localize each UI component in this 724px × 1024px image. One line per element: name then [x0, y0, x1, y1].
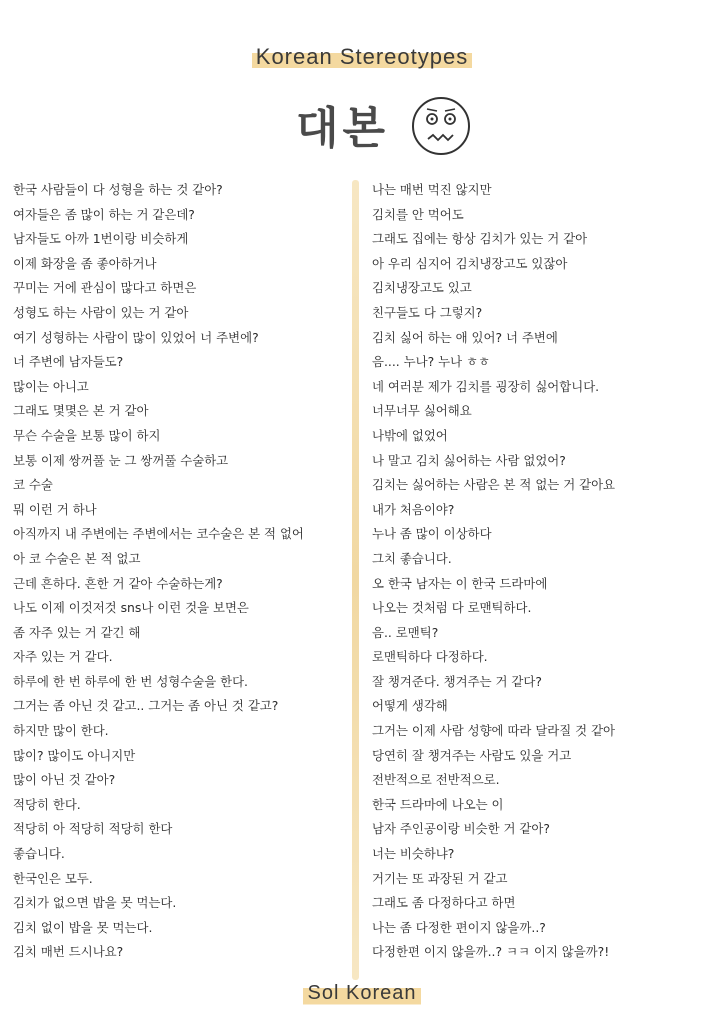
script-line: 한국인은 모두. — [13, 870, 93, 886]
script-line: 어떻게 생각해 — [372, 698, 448, 714]
script-line: 그치 좋습니다. — [372, 550, 452, 566]
script-line: 자주 있는 거 같다. — [13, 649, 113, 665]
right-script-column — [372, 178, 712, 965]
script-line: 오 한국 남자는 이 한국 드라마에 — [372, 575, 548, 591]
script-line: 한국 사람들이 다 성형을 하는 것 같아? — [13, 182, 223, 197]
footer-container — [0, 980, 724, 1006]
script-line: 나밖에 없었어 — [372, 427, 448, 443]
script-line: 나도 이제 이것저것 sns나 이런 것을 보면은 — [13, 600, 249, 616]
script-line: 아직까지 내 주변에는 주변에서는 코수술은 본 적 없어 — [13, 526, 304, 542]
script-line: 많이 아닌 것 같아? — [13, 772, 116, 788]
script-line: 내가 처음이야? — [372, 501, 455, 517]
script-line: 적당히 아 적당히 적당히 한다 — [13, 821, 173, 837]
script-line: 성형도 하는 사람이 있는 거 같아 — [13, 304, 189, 320]
script-line: 김치 없이 밥을 못 먹는다. — [13, 919, 153, 935]
script-line: 아 우리 심지어 김치냉장고도 있잖아 — [372, 255, 568, 271]
script-line: 너무너무 싫어해요 — [372, 403, 472, 419]
script-line: 너 주변에 남자들도? — [13, 354, 124, 370]
script-line: 근데 흔하다. 흔한 거 같아 수술하는게? — [13, 575, 223, 591]
script-line: 하루에 한 번 하루에 한 번 성형수술을 한다. — [13, 673, 248, 689]
script-line: 음.. 로맨틱? — [372, 624, 439, 640]
script-line: 나오는 것처럼 다 로맨틱하다. — [372, 600, 532, 616]
script-line: 나 말고 김치 싫어하는 사람 없었어? — [372, 452, 566, 468]
script-line: 좀 자주 있는 거 같긴 해 — [13, 624, 141, 640]
script-line: 많이는 아니고 — [13, 378, 89, 394]
script-line: 좋습니다. — [13, 846, 65, 862]
script-line: 여자들은 좀 많이 하는 거 같은데? — [13, 206, 195, 222]
script-line: 적당히 한다. — [13, 796, 81, 812]
script-line: 김치를 안 먹어도 — [372, 206, 464, 222]
column-divider — [352, 180, 359, 980]
script-heading: 대본 — [296, 103, 390, 154]
script-line: 많이? 많이도 아니지만 — [13, 747, 136, 763]
script-line: 다정한편 이지 않을까..? ㅋㅋ 이지 않을까?! — [372, 944, 610, 960]
script-line: 뭐 이런 거 하나 — [13, 501, 97, 517]
script-line: 그래도 집에는 항상 김치가 있는 거 같아 — [372, 231, 588, 247]
footer-brand: Sol Korean — [303, 980, 422, 1006]
script-line: 여기 성형하는 사람이 많이 있었어 너 주변에? — [13, 329, 259, 345]
script-line: 김치는 싫어하는 사람은 본 적 없는 거 같아요 — [372, 477, 616, 493]
script-line: 이제 화장을 좀 좋아하거나 — [13, 255, 157, 271]
script-line: 아 코 수술은 본 적 없고 — [13, 550, 141, 566]
left-script-column — [13, 178, 343, 965]
script-line: 하지만 많이 한다. — [13, 723, 109, 739]
worried-face-icon — [410, 95, 472, 157]
script-line: 당연히 잘 챙겨주는 사람도 있을 거고 — [372, 747, 572, 763]
script-line: 김치냉장고도 있고 — [372, 280, 472, 296]
script-line: 무슨 수술을 보통 많이 하지 — [13, 427, 161, 443]
script-line: 김치 싫어 하는 애 있어? 너 주변에 — [372, 329, 558, 345]
script-line: 그거는 좀 아닌 것 같고.. 그거는 좀 아닌 것 같고? — [13, 698, 279, 714]
script-line: 친구들도 다 그렇지? — [372, 304, 483, 320]
script-line: 누나 좀 많이 이상하다 — [372, 526, 492, 542]
script-line: 그래도 좀 다정하다고 하면 — [372, 895, 516, 911]
script-line: 잘 챙겨준다. 챙겨주는 거 같다? — [372, 673, 542, 689]
script-line: 나는 좀 다정한 편이지 않을까..? — [372, 919, 546, 935]
script-line: 남자 주인공이랑 비슷한 거 같아? — [372, 821, 550, 837]
script-line: 네 여러분 제가 김치를 굉장히 싫어합니다. — [372, 378, 600, 394]
script-line: 보통 이제 쌍꺼풀 눈 그 쌍꺼풀 수술하고 — [13, 452, 229, 468]
script-line: 그거는 이제 사람 성향에 따라 달라질 것 같아 — [372, 723, 616, 739]
script-line: 꾸미는 거에 관심이 많다고 하면은 — [13, 280, 197, 296]
script-line: 코 수술 — [13, 477, 53, 493]
script-line: 한국 드라마에 나오는 이 — [372, 796, 504, 812]
script-line: 김치 매번 드시나요? — [13, 944, 124, 960]
script-line: 전반적으로 전반적으로. — [372, 772, 500, 788]
script-line: 음.... 누나? 누나 ㅎㅎ — [372, 354, 490, 370]
title-container — [0, 44, 724, 70]
script-line: 그래도 몇몇은 본 거 같아 — [13, 403, 149, 419]
script-line: 남자들도 아까 1번이랑 비슷하게 — [13, 231, 189, 247]
script-line: 김치가 없으면 밥을 못 먹는다. — [13, 895, 177, 911]
page-title: Korean Stereotypes — [252, 44, 472, 70]
script-line: 나는 매번 먹진 않지만 — [372, 182, 492, 197]
script-line: 로맨틱하다 다정하다. — [372, 649, 488, 665]
script-line: 너는 비슷하냐? — [372, 846, 455, 862]
script-line: 거기는 또 과장된 거 같고 — [372, 870, 508, 886]
